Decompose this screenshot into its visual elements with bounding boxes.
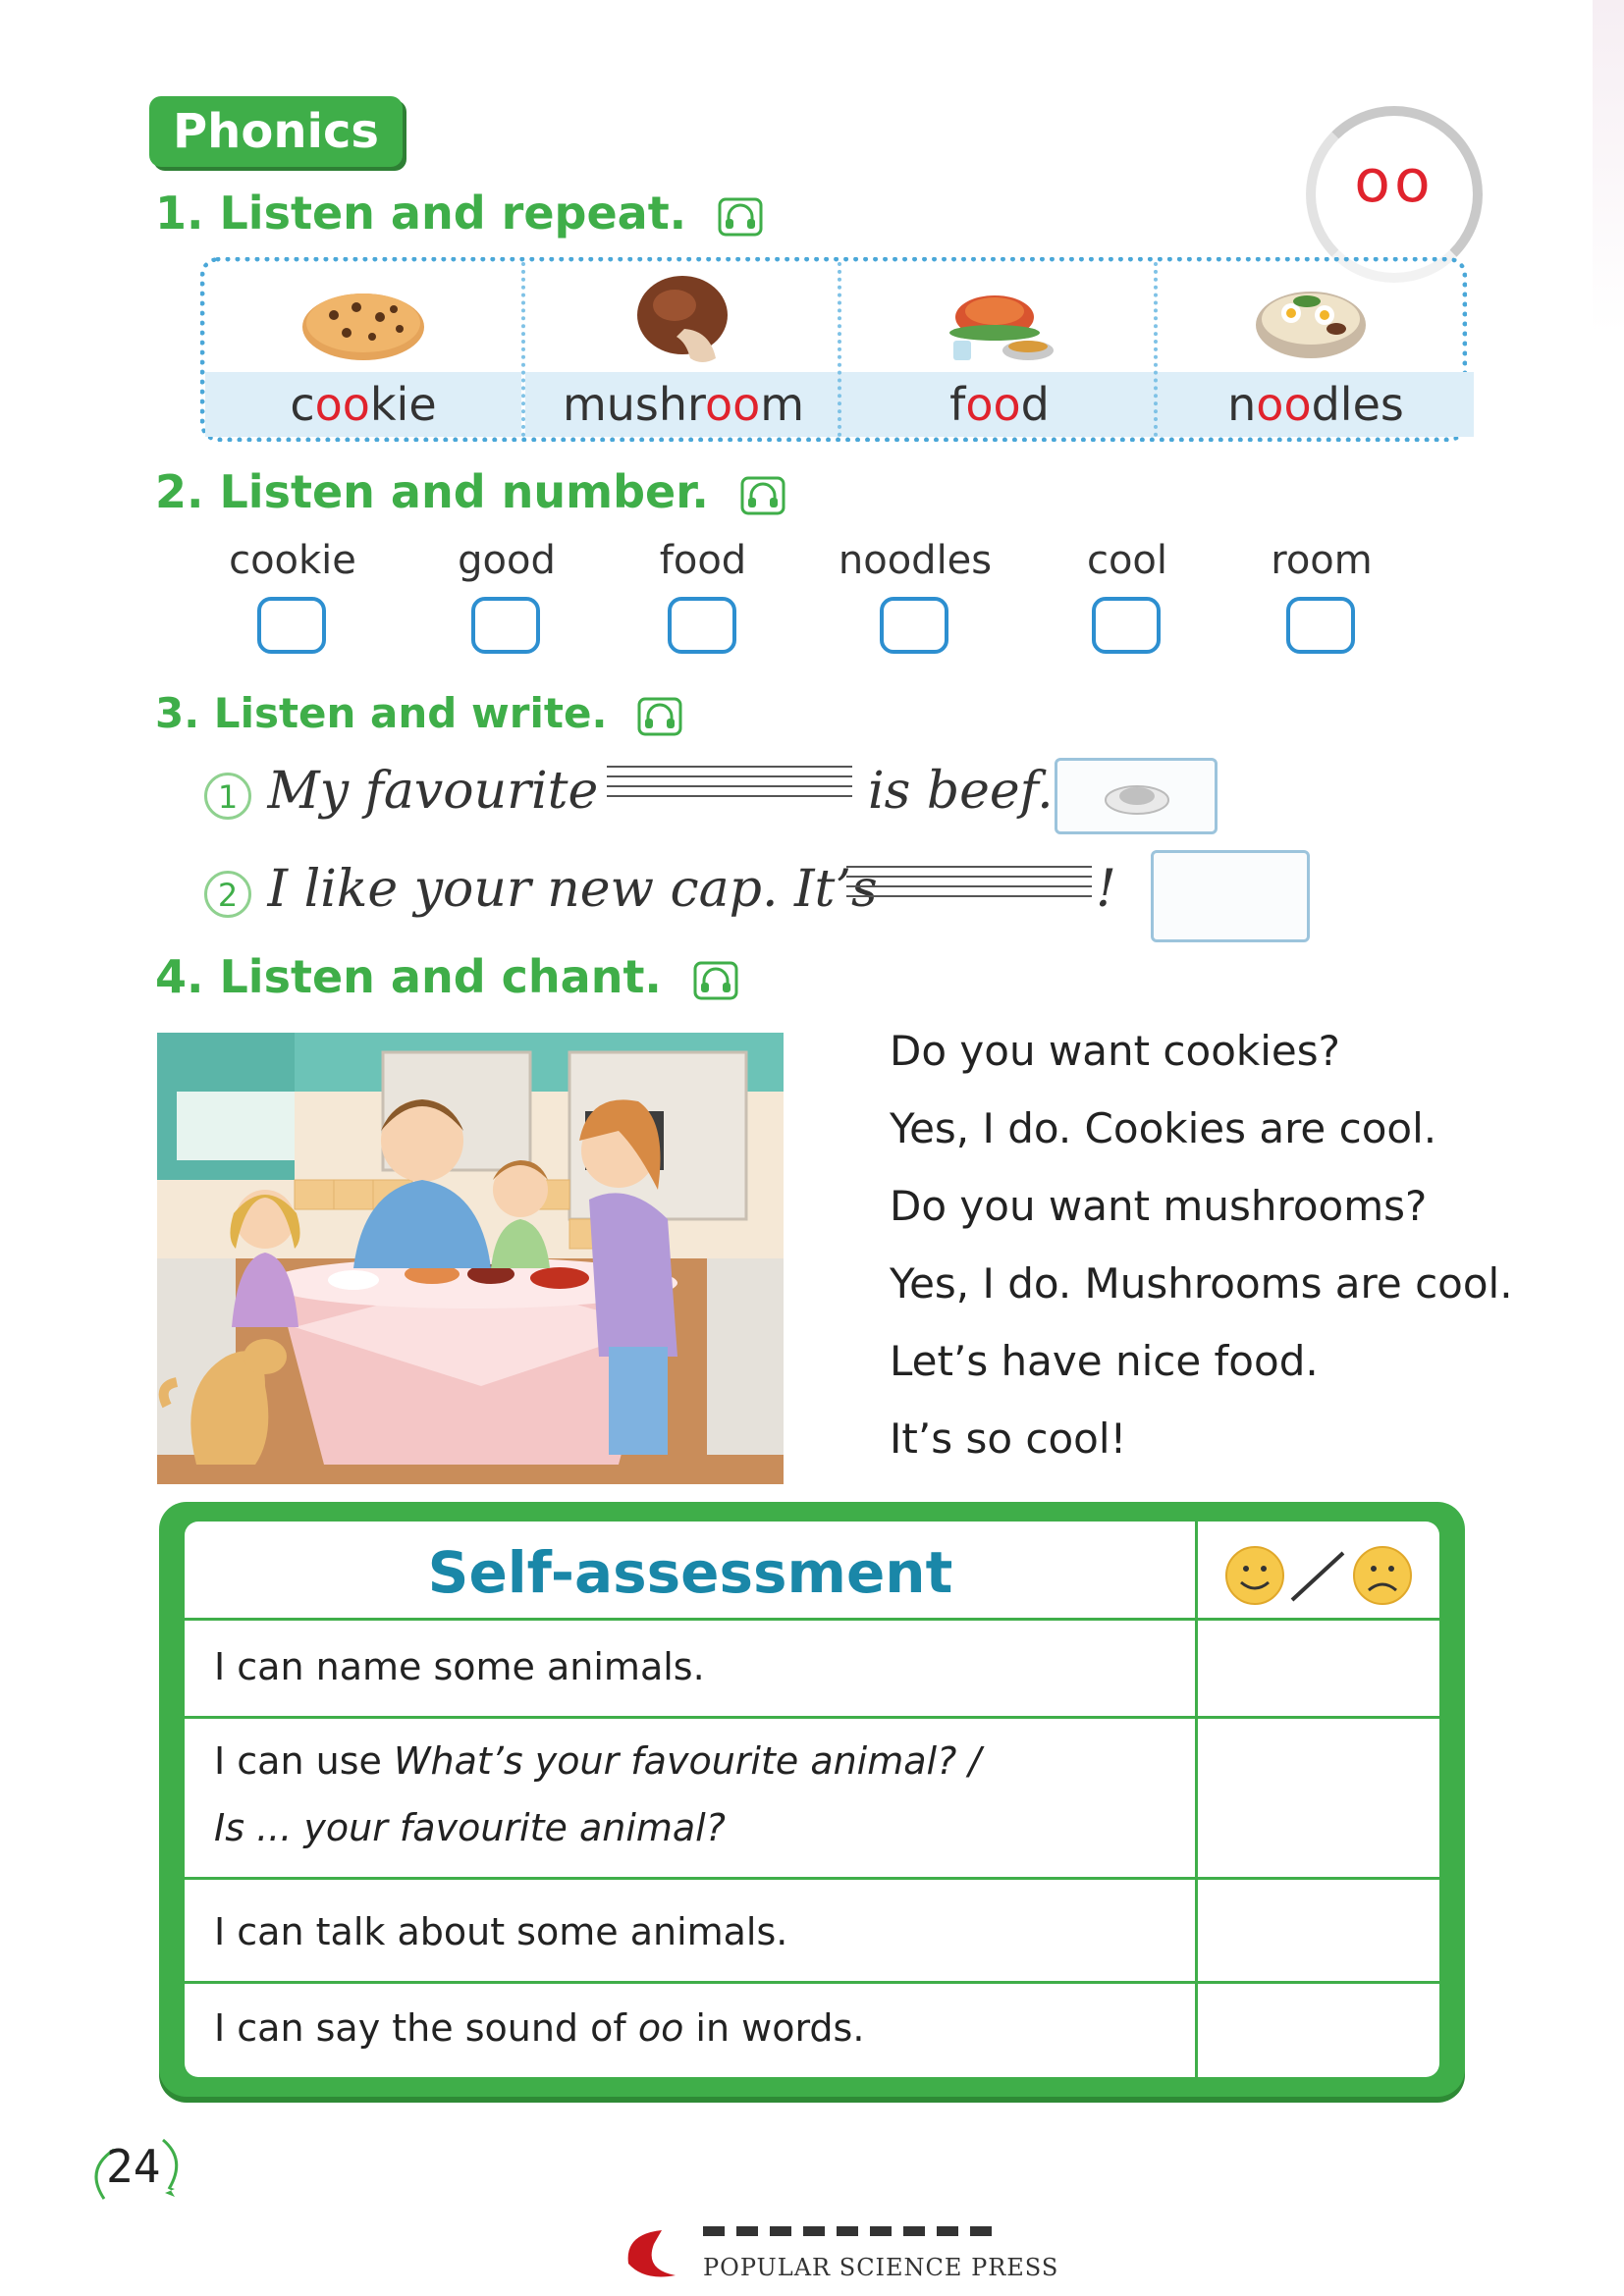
noodles-icon <box>1252 276 1370 364</box>
assessment-row-1: I can name some animals. <box>214 1645 705 1688</box>
word-cookie: cookie <box>290 378 437 431</box>
publisher-chinese-name <box>703 2226 998 2236</box>
word-card-mushroom <box>521 262 841 437</box>
row-divider <box>185 1618 1439 1621</box>
sound-badge-text: oo <box>1354 147 1435 216</box>
section1-heading <box>155 187 763 240</box>
write-item-2-before: I like your new cap. It’s <box>267 860 878 919</box>
assessment-row-3: I can talk about some animals. <box>214 1910 788 1953</box>
picture-hint-1 <box>1055 758 1218 834</box>
phonics-tag: Phonics <box>149 96 403 167</box>
number-box-room[interactable] <box>1286 597 1355 654</box>
number-word-noodles: noodles <box>838 538 993 583</box>
chant-line-4: Yes, I do. Mushrooms are cool. <box>890 1259 1513 1308</box>
number-box-cool[interactable] <box>1092 597 1161 654</box>
chant-line-2: Yes, I do. Cookies are cool. <box>890 1104 1437 1152</box>
write-item-1-after: is beef. <box>868 762 1054 821</box>
headphones-icon[interactable] <box>718 197 763 237</box>
mushroom-icon <box>633 272 735 370</box>
write-item-2 <box>204 860 878 919</box>
number-word-good: good <box>458 538 556 583</box>
family-kitchen-illustration <box>157 1033 784 1484</box>
assessment-cell-4[interactable] <box>1198 1985 1437 2075</box>
headphones-icon[interactable] <box>637 697 682 736</box>
assessment-cell-2[interactable] <box>1198 1720 1437 1875</box>
chant-line-3: Do you want mushrooms? <box>890 1182 1428 1230</box>
steak-icon <box>1103 774 1171 818</box>
word-card-noodles <box>1154 262 1474 437</box>
word-noodles: noodles <box>1227 378 1404 431</box>
row-divider <box>185 1877 1439 1880</box>
item-number: 1 <box>204 773 251 820</box>
section4-title: 4. Listen and chant. <box>155 950 662 1003</box>
row-divider <box>185 1981 1439 1984</box>
number-box-food[interactable] <box>668 597 736 654</box>
write-blank-1[interactable] <box>607 766 852 797</box>
picture-hint-2 <box>1151 850 1310 942</box>
number-word-food: food <box>659 538 747 583</box>
assessment-row-2-line2: Is ... your favourite animal? <box>214 1806 726 1849</box>
section3-title: 3. Listen and write. <box>155 689 608 737</box>
number-box-cookie[interactable] <box>257 597 326 654</box>
publisher-logo <box>615 2224 683 2283</box>
section3-heading <box>155 689 682 737</box>
section2-heading <box>155 465 785 518</box>
cookie-icon <box>299 284 427 364</box>
word-food: food <box>949 378 1050 431</box>
assessment-cell-3[interactable] <box>1198 1881 1437 1979</box>
number-box-noodles[interactable] <box>880 597 948 654</box>
row-divider <box>185 1716 1439 1719</box>
number-box-good[interactable] <box>471 597 540 654</box>
headphones-icon[interactable] <box>740 476 785 515</box>
section2-title: 2. Listen and number. <box>155 465 709 518</box>
word-card-food <box>838 262 1158 437</box>
page-edge-strip <box>1593 0 1624 334</box>
section4-heading <box>155 950 738 1003</box>
smile-frown-icon <box>1223 1543 1420 1608</box>
self-assessment-title: Self-assessment <box>427 1539 953 1606</box>
food-icon <box>944 272 1057 370</box>
item-number: 2 <box>204 871 251 918</box>
word-mushroom: mushroom <box>562 378 805 431</box>
assessment-row-4: I can say the sound of oo in words. <box>214 2006 865 2050</box>
write-item-1-before: My favourite <box>267 762 599 821</box>
headphones-icon[interactable] <box>693 961 738 1000</box>
write-item-2-after: ! <box>1096 860 1116 919</box>
write-blank-2[interactable] <box>846 866 1092 897</box>
assessment-cell-1[interactable] <box>1198 1622 1437 1714</box>
number-word-cool: cool <box>1086 538 1168 583</box>
page-number: 24 <box>106 2140 161 2193</box>
word-card-cookie <box>205 262 521 437</box>
assessment-row-2-line1: I can use What’s your favourite animal? / <box>214 1739 982 1783</box>
number-word-room: room <box>1271 538 1373 583</box>
listen-repeat-panel <box>200 257 1467 442</box>
chant-line-1: Do you want cookies? <box>890 1027 1340 1075</box>
number-word-cookie: cookie <box>229 538 356 583</box>
section1-title: 1. Listen and repeat. <box>155 187 687 240</box>
write-item-1 <box>204 762 598 821</box>
publisher-name: POPULAR SCIENCE PRESS <box>703 2254 1059 2281</box>
chant-line-5: Let’s have nice food. <box>890 1337 1319 1385</box>
chant-line-6: It’s so cool! <box>890 1415 1127 1463</box>
